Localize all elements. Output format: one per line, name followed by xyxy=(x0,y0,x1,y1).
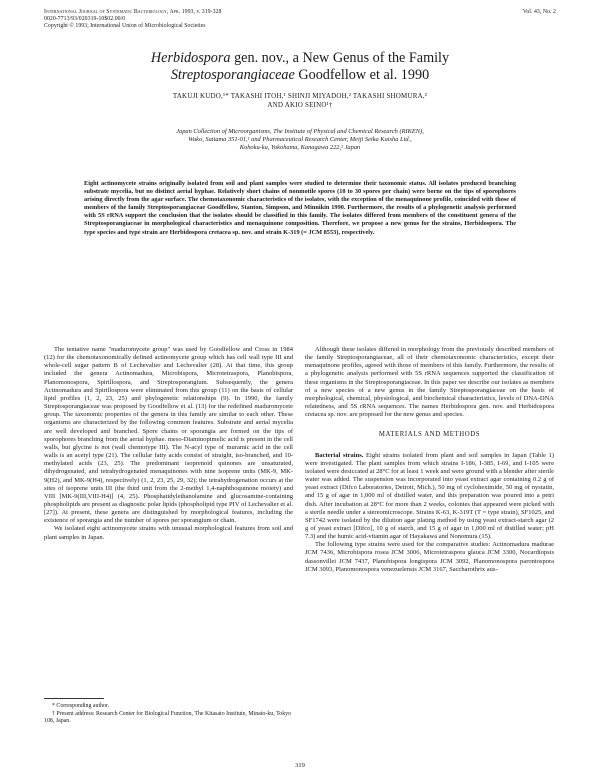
running-head xyxy=(44,9,556,31)
authors-line1: TAKUJI KUDO,¹* TAKASHI ITOH,¹ SHINJI MIYADOH,² TAKASHI SHOMURA,² xyxy=(172,92,428,100)
left-column xyxy=(44,346,293,542)
issn-line: 0020-7713/93/020319-10$02.00/0 xyxy=(44,16,126,23)
right-column xyxy=(305,346,554,574)
title-line2: Goodfellow et al. 1990 xyxy=(294,67,430,83)
affiliation-line2: Wako, Saitama 351-01,¹ and Pharmaceutical Research Center, Meiji Seika Kaisha Ltd., xyxy=(188,136,412,144)
volume-number: Vol. 43, No. 2 xyxy=(522,9,556,15)
title-family: Streptosporangiaceae xyxy=(170,67,295,83)
authors-line2: AND AKIO SEINO¹† xyxy=(267,101,333,109)
footnote-rule xyxy=(44,698,104,699)
methods-paragraph-1 xyxy=(305,452,554,542)
affiliation-line1: Japan Collection of Microorganisms, The Institute of Physical and Chemical Research (RIKEN), xyxy=(176,128,424,135)
affiliation-line3: Kohoku-ku, Yokohama, Kanagawa 222,² Japan xyxy=(239,144,361,152)
copyright-line: Copyright © 1993, International Union of Microbiological Societies xyxy=(44,23,206,30)
section-heading: MATERIALS AND METHODS xyxy=(378,431,481,439)
footnote-corresponding: * Corresponding author. xyxy=(52,703,110,709)
title-line1: gen. nov., a New Genus of the Family xyxy=(230,50,450,66)
journal-citation: International Journal of Systematic Bacteriology, Apr. 1993, p. 319-328 xyxy=(44,9,222,15)
title-genus: Herbidospora xyxy=(150,50,231,66)
page-number: 319 xyxy=(295,762,305,769)
abstract: Eight actinomycete strains originally isolated from soil and plant samples were studied to determine their taxonomic status. All isolates produced branching substrate mycelia, but no distinct aerial hyphae. Relatively short chains of nonmotile spores (10 to 30 spores per chain) were borne on the tips of sporophores arising directly from the agar surface. The chemotaxonomic characteristics of the isolates, with the exception of the menaquinone profile, coincided with those of members of the family Streptosporangiaceae Goodfellow, Stanton, Simpson, and Minnikin 1990. Furthermore, the results of a phylogenetic analysis performed with 5S rRNA support the conclusion that the isolates should be classified in this family. The isolates differed from members of the constituent genera of the Streptosporangiaceae in morphological characteristics and menaquinone composition. Therefore, we propose a new genus for the strains, Herbidospora. The type species and type strain are Herbidospora cretacea sp. nov. and strain K-319 (= JCM 8553), respectively. xyxy=(84,180,516,236)
intro-paragraph-1: The tentative name "maduromycete group" was used by Goodfellow and Cross in 1984 (12) for the chemotaxonomically defined actinomycete group which has cell wall type III and whole-cell sugar pattern B of Lechevalier and Lechevalier (28). At that time, this group included the genera Actinomadura, Microbispora, Microtetraspora, Planobispora, Planomonospora, Spirillospora, and Streptosporangium. Subsequently, the genera Actinomadura and Spirillospora were eliminated from this group (11) on the basis of cellular lipid profiles (1, 2, 23, 25) and phylogenetic relationships (9). In 1990, the family Streptosporangiaceae was proposed by Goodfellow et al. (13) for the redefined maduromycete group. The taxonomic properties of the genera in this family are similar to each other. These organisms are characterized by the following common features. Substrate and aerial mycelia are well developed and branched. Spore chains or sporangia are formed on the tips of sporophores branching from the aerial hyphae. meso-Diaminopimelic acid is present in the cell walls, but glycine is not (wall chemotype III). The N-acyl type of muramic acid in the cell walls is an acetyl type (21). The cellular fatty acids consist of straight, iso-branched, and 10-methylated acids (23, 25). The predominant isoprenoid quinones are unsaturated, dihydrogenated, and tetrahydrogenated menaquinones with nine isoprene units (MK-9, MK-9(H2), and MK-9(H4), respectively) (1, 2, 23, 25, 29, 32); the tetrahydrogenation occurs at the sites of isoprene units III (the third unit from the 2-methyl 1,4-naphthoquinone moiety) and VIII [MK-9(III,VIII-H4)] (4, 25). Phosphatidylethanolamine and glucosamine-containing phospholipids are present as diagnostic polar lipids (phospholipid type PIV of Lechevalier et al. [27]). At present, these genera are distinguished by morphological features, including the existence of sporangia and the number of spores per sporangium or chain. xyxy=(44,346,293,525)
footnote-present-address: † Present address: Research Center for Biological Function, The Kitasato Institute, Minato-ku, Tokyo 108, Japan. xyxy=(44,710,292,725)
bacterial-strains-runin: Bacterial strains. xyxy=(315,451,364,459)
bacterial-strains-text: Eight strains isolated from plant and soil samples in Japan (Table 1) were investigated. The plant samples from which strains I-186, I-385, I-69, and I-105 were isolated were desiccated at 28°C for at least 1 week and were ground with a blender after sterile water was added. The suspension was incorporated into yeast extract agar containing 0.2 g of yeast extract (Difco Laboratories, Detroit, Mich.), 50 mg of cycloheximide, 50 mg of nystatin, and 15 g of agar in 1,000 ml of distilled water, and this preparation was poured into a petri dish. After incubation at 28°C for more than 2 weeks, colonies that appeared were picked with a sterile needle under a stereomicroscope. Strains K-63, K-319T (T = type strain), SF1025, and SF1742 were isolated by the dilution agar plating method by using yeast extract-starch agar (2 g of yeast extract [Difco], 10 g of starch, and 15 g of agar in 1,000 ml of distilled water; pH 7.3) and the humic acid-vitamin agar of Hayakawa and Nonomura (15). xyxy=(305,451,554,541)
footnotes xyxy=(44,698,293,726)
intro-paragraph-2: We isolated eight actinomycete strains with unusual morphological features from soil and plant samples in Japan. xyxy=(44,525,293,541)
intro-paragraph-3: Although these isolates differed in morphology from the previously described members of the family Streptosporangiaceae, all of their chemotaxonomic characteristics, except their menaquinone profiles, agreed with those of members of this family. Furthermore, the results of a phylogenetic analysis performed with 5S rRNA sequences supported the classification of these organisms in the Streptosporangiaceae. In this paper we describe our isolates as members of a new species of a new genus in the family Streptosporangiaceae on the basis of morphological, chemical, physiological, and biochemical characteristics, levels of DNA-DNA relatedness, and 5S rRNA sequences. The names Herbidospora gen. nov. and Herbidospora cretacea sp. nov. are proposed for the new genus and species. xyxy=(305,346,554,419)
author-list xyxy=(44,92,556,110)
methods-paragraph-2: The following type strains were used for the comparative studies: Actinomadura madurae JCM 7436, Microbispora rosea JCM 3006, Microtetraspora glauca JCM 3300, Nocardiopsis dassonvillei JCM 7437, Planobispora longispora JCM 3092, Planomonospora parontospora JCM 3093, Planomonospora venezuelensis JCM 3167, Saccharothrix aus- xyxy=(305,541,554,573)
affiliations xyxy=(90,128,510,153)
article-title xyxy=(44,50,556,84)
